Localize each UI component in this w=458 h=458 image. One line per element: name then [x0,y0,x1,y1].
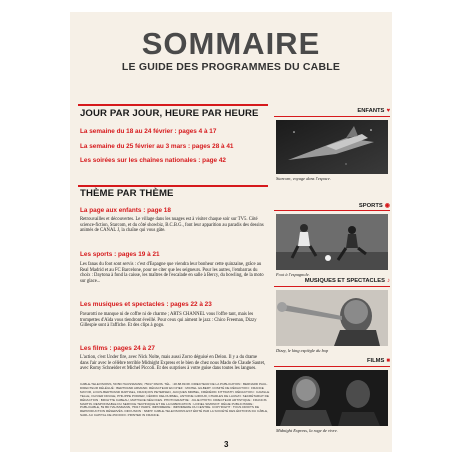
musiques-line [274,286,390,287]
photo-foot [276,214,388,270]
caption-sports: Foot à l'espagnole. [276,272,310,277]
photo-starcom [276,120,388,174]
caption-enfants: Starcom, voyage dans l'espace. [276,176,331,181]
text-enfants: Retrouvailles et découvertes. Le village dans les nuages est à visiter chaque soir sur TV5. Côté science-fiction, Starcom, et du côté showbiz, B.C.B.G., font leur apparition au paradis des dessins animés de CANAL J, la chaîne qui vous gâte. [80,217,264,234]
caption-musiques: Dizzy, le king espiègle du bop [276,348,329,353]
section-theme-heading: THÈME PAR THÈME [80,188,174,199]
film-icon: ■ [386,358,390,364]
page-number: 3 [224,440,229,449]
photo-dizzy [276,290,388,346]
caption-films: Midnight Express, la rage de vivre. [276,428,338,433]
text-sports: Les fanas du foot sont servis : c'est d'Espagne que viendra leur bonheur cette quinzaine, grâce au Real Madrid et au FC Barcelone, pour ne citer que les seigneurs. Pour les autres, l'embarras du choix : Daytona à fond la caisse, les maîtres de l'escalade en salle à Bercy, du bowling, de la moto sur glace... [80,262,264,285]
musiques-label-text: MUSIQUES ET SPECTACLES [304,278,385,284]
enfants-label-text: ENFANTS [357,108,385,114]
magazine-page [70,12,392,452]
text-films: L'action, c'est Under fire, avec Nick Nolte, mais aussi Zorro déguisé en Delon. Il y a du drame dans l'air avec le célèbre terrible Midnight Express et le bien de chez nous Mado de Claude Sautet, avec Romy Schneider et Michel Piccoli. Et des surprises à votre guise dans toutes les langues. [80,355,266,372]
masthead [70,28,392,73]
divider-jour [78,104,268,106]
enfants-line [274,116,390,117]
films-label [367,358,390,364]
divider-theme [78,185,268,187]
link-week-2[interactable]: La semaine du 25 février au 3 mars : pages 28 à 41 [80,143,234,150]
heart-icon: ♥ [386,108,390,114]
dizzy-image [276,290,388,346]
midnight-express-image [276,370,388,426]
credits-block: CABLE-TELEVISIONS, 59 BD HAUSSMANN, 75017 PARIS. TÉL. : 48.88.89.68. DIRECTEUR DE LA PUBLICATION : BERNARD PAUL. DIRECTEUR DÉLÉGUÉ : BERTRAND ARMAND. RÉDACTEUR EN CHEF : MICHEL GILBERT. COMITÉ DE RÉDACTION : FRANCE MAYOR, LOUIS-BERTRAND RAPHAEL, FRANÇOIS PETERSEN, JACQUES MIRBEL, FRÉDÉRIC KITTIRATH. RÉDACTION : CAMILLE TELLE, OLIVIER DRUGE, PHILIPPE POIRIER, CÉDRIC DELOURMEL, ANTOINE GIROUD, CHARLES DE LAUNAY. SECRÉTARIAT DE RÉDACTION : BRIGITTE CABEAU, MATHILDE NÉGOCES. PHOTOGRAPHIE : JULIE PHOTO. DIRECTEUR ARTISTIQUE : FRANCIS MARTIN. RESPONSABLE DU SERVICE TECHNIQUE ET DE LA FABRICATION : LIONEL SIMONOT. RÉGIE PUBLICITAIRE : PUBLICABLE, 59 BD HAUSSMANN, 75017 PARIS. IMPRIMERIE : IMPRIMERIE DU CENTRE. COPYRIGHT : TOUS DROITS DE REPRODUCTION RÉSERVÉS. DIFFUSION : NMPP. CABLE-TELEVISIONS EST ÉDITÉ PAR LA SOCIÉTÉ DES ÉDITIONS DU CÂBLE, SARL AU CAPITAL DE 250 000 F. PRINTED IN FRANCE. [80,382,270,418]
sports-label-text: SPORTS [358,202,383,209]
text-musiques: Pavarotti ne manque ni de coffre ni de charme ; ARTS CHANNEL vous l'offre tant, mais les trompettes d'Aïda vous tiendront éveillé. Pour ceux qui aiment le jazz : Chico Freeman, Dizzy Gillespie sont à l'affiche. Et des clips à gogo. [80,312,257,329]
link-sports[interactable]: Les sports : pages 19 à 21 [80,251,160,258]
sports-line [274,210,390,211]
page-title: SOMMAIRE [141,26,321,61]
music-note-icon: ♪ [387,278,390,284]
link-week-1[interactable]: La semaine du 18 au 24 février : pages 4 à 17 [80,128,217,135]
link-films[interactable]: Les films : pages 24 à 27 [80,345,155,352]
link-enfants[interactable]: La page aux enfants : page 18 [80,207,171,214]
photo-midnight [276,370,388,426]
sports-label [359,202,390,209]
page-subtitle: LE GUIDE DES PROGRAMMES DU CABLE [121,61,341,73]
section-jour-heading: JOUR PAR JOUR, HEURE PAR HEURE [80,108,259,119]
starcom-image [276,120,388,174]
link-evenings[interactable]: Les soirées sur les chaînes nationales : page 42 [80,157,226,164]
link-musiques[interactable]: Les musiques et spectacles : pages 22 à 23 [80,301,212,308]
football-image [276,214,388,270]
musiques-label [305,278,390,284]
films-line [274,366,390,367]
films-label-text: FILMS [366,358,385,364]
ball-icon: ◉ [384,203,390,209]
enfants-label [357,108,390,114]
